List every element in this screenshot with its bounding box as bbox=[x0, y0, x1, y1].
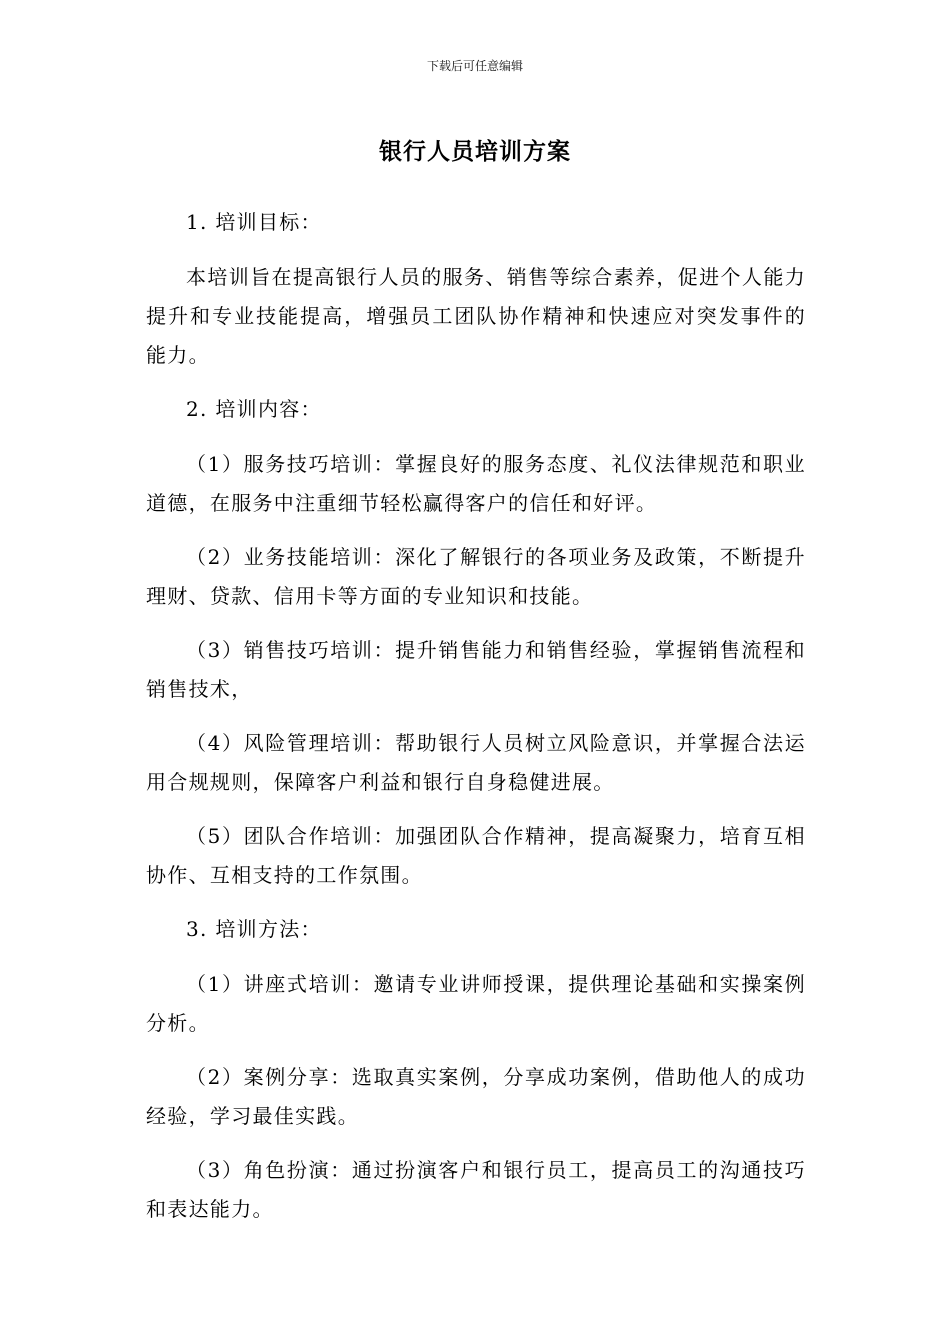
header-note: 下载后可任意编辑 bbox=[426, 59, 523, 73]
section-heading-content: 2. 培训内容： bbox=[186, 397, 322, 421]
section-heading-methods: 3. 培训方法： bbox=[186, 917, 322, 941]
paragraph-goals: 本培训旨在提高银行人员的服务、销售等综合素养，促进个人能力提升和专业技能提高，增强员工团队协作精神和快速应对突发事件的能力。 bbox=[146, 265, 806, 367]
paragraph-sales-skills: （3）销售技巧培训：提升销售能力和销售经验，掌握销售流程和销售技术， bbox=[146, 638, 806, 701]
document-title: 银行人员培训方案 bbox=[379, 139, 571, 165]
paragraph-business-skills: （2）业务技能培训：深化了解银行的各项业务及政策，不断提升理财、贷款、信用卡等方面的专业知识和技能。 bbox=[146, 545, 806, 608]
paragraph-teamwork: （5）团队合作培训：加强团队合作精神，提高凝聚力，培育互相协作、互相支持的工作氛围。 bbox=[146, 824, 806, 887]
paragraph-service-skills: （1）服务技巧培训：掌握良好的服务态度、礼仪法律规范和职业道德，在服务中注重细节轻松赢得客户的信任和好评。 bbox=[146, 452, 806, 515]
document-body bbox=[146, 203, 806, 1244]
paragraph-role-play: （3）角色扮演：通过扮演客户和银行员工，提高员工的沟通技巧和表达能力。 bbox=[146, 1158, 806, 1221]
section-heading-goals: 1. 培训目标： bbox=[186, 210, 322, 234]
paragraph-case-sharing: （2）案例分享：选取真实案例，分享成功案例，借助他人的成功经验，学习最佳实践。 bbox=[146, 1065, 806, 1128]
paragraph-lecture: （1）讲座式培训：邀请专业讲师授课，提供理论基础和实操案例分析。 bbox=[146, 972, 806, 1035]
paragraph-risk-management: （4）风险管理培训：帮助银行人员树立风险意识，并掌握合法运用合规规则，保障客户利益和银行自身稳健进展。 bbox=[146, 731, 806, 794]
